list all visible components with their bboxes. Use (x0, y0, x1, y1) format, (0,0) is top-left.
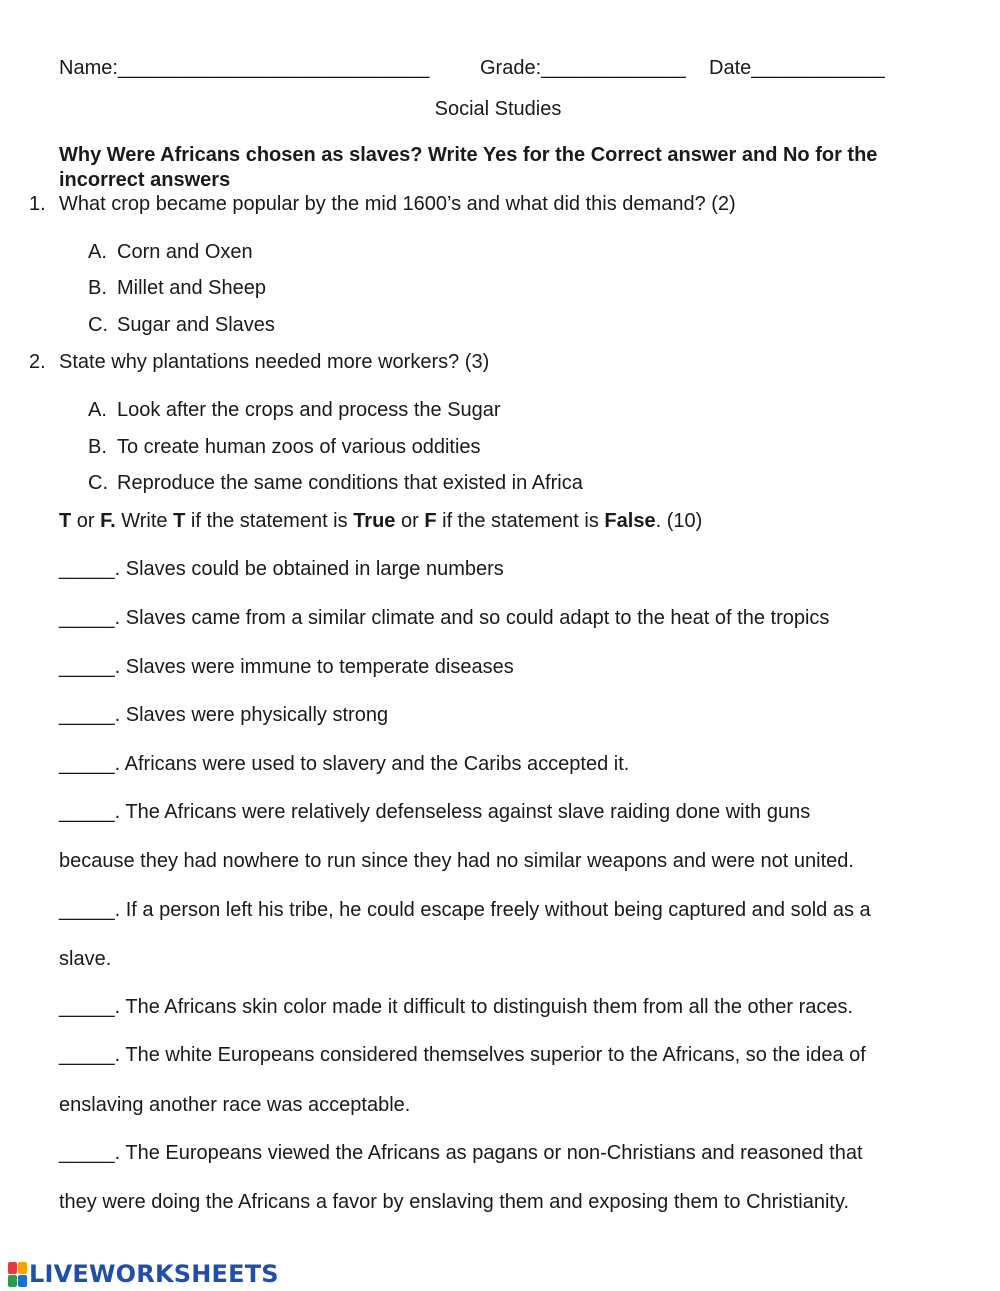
statement-6 (59, 800, 810, 824)
name-label: Name: (59, 57, 118, 79)
option-2b[interactable] (88, 435, 481, 459)
logo-square-green (8, 1275, 17, 1287)
option-1a[interactable] (88, 240, 253, 264)
logo-mark-icon (8, 1262, 27, 1287)
grade-field (480, 56, 686, 80)
logo-text: LIVEWORKSHEETS (29, 1260, 279, 1288)
statement-10 (59, 1141, 863, 1165)
answer-blank[interactable]: _____ (59, 704, 115, 726)
question-text: State why plantations needed more workers? (3) (59, 351, 490, 373)
statement-8 (59, 995, 853, 1019)
question-number: 1. (29, 193, 46, 215)
question-1 (29, 192, 736, 216)
tf-if1: if the statement is (185, 510, 354, 532)
statement-7-continued: slave. (59, 948, 112, 970)
tf-t: T (59, 510, 72, 532)
statement-text: . Slaves were physically strong (114, 704, 389, 726)
grade-label: Grade: (480, 57, 542, 79)
answer-blank[interactable]: _____ (59, 558, 115, 580)
option-text: Corn and Oxen (117, 241, 253, 263)
statement-text: . The Africans were relatively defenseless against slave raiding done with guns (114, 801, 811, 823)
tf-f: F. (100, 510, 116, 532)
option-letter: A. (88, 399, 107, 421)
option-text: Millet and Sheep (117, 277, 266, 299)
statement-text: . Africans were used to slavery and the Caribs accepted it. (114, 753, 630, 775)
statement-text: . The Europeans viewed the Africans as pagans or non-Christians and reasoned that (114, 1142, 863, 1164)
tf-or2: or (395, 510, 425, 532)
option-letter: B. (88, 436, 107, 458)
option-1c[interactable] (88, 313, 275, 337)
statement-6-continued: because they had nowhere to run since they had no similar weapons and were not united. (59, 850, 854, 872)
statement-10-continued: they were doing the Africans a favor by enslaving them and exposing them to Christianity. (59, 1191, 850, 1213)
question-2 (29, 350, 489, 374)
option-letter: A. (88, 241, 107, 263)
tf-points: . (10) (655, 510, 703, 532)
statement-text: . If a person left his tribe, he could escape freely without being captured and sold as a (114, 899, 871, 921)
statement-text: . The Africans skin color made it difficult to distinguish them from all the other races. (114, 996, 854, 1018)
tf-if2: if the statement is (436, 510, 605, 532)
name-blank[interactable]: ____________________________ (117, 57, 430, 79)
answer-blank[interactable]: _____ (59, 899, 115, 921)
option-2c[interactable] (88, 471, 583, 495)
tf-false-word: False (604, 510, 656, 532)
statement-text: . Slaves could be obtained in large numbers (114, 558, 504, 580)
tf-t2: T (173, 510, 186, 532)
logo-square-yellow (18, 1262, 27, 1274)
liveworksheets-logo[interactable] (8, 1258, 279, 1290)
statement-4 (59, 703, 388, 727)
option-letter: B. (88, 277, 107, 299)
option-2a[interactable] (88, 398, 501, 422)
tf-write: Write (115, 510, 174, 532)
option-text: Look after the crops and process the Sugar (117, 399, 501, 421)
tf-f2: F (424, 510, 437, 532)
subject-title: Social Studies (434, 98, 562, 120)
name-field (59, 56, 429, 80)
logo-square-red (8, 1262, 17, 1274)
tf-or: or (71, 510, 101, 532)
question-number: 2. (29, 351, 46, 373)
statement-text: . The white Europeans considered themselves superior to the Africans, so the idea of (114, 1044, 866, 1066)
statement-9 (59, 1043, 866, 1067)
statement-text: . Slaves were immune to temperate diseases (114, 656, 514, 678)
option-text: Reproduce the same conditions that existed in Africa (117, 472, 583, 494)
option-letter: C. (88, 314, 108, 336)
tf-true-word: True (353, 510, 396, 532)
answer-blank[interactable]: _____ (59, 801, 115, 823)
option-1b[interactable] (88, 276, 266, 300)
grade-blank[interactable]: _____________ (541, 57, 686, 79)
statement-2 (59, 606, 829, 630)
statement-3 (59, 655, 514, 679)
logo-square-blue (18, 1275, 27, 1287)
statement-1 (59, 557, 504, 581)
date-field (709, 56, 885, 80)
statement-7 (59, 898, 871, 922)
statement-5 (59, 752, 629, 776)
answer-blank[interactable]: _____ (59, 1044, 115, 1066)
date-blank[interactable]: ____________ (751, 57, 885, 79)
option-letter: C. (88, 472, 108, 494)
answer-blank[interactable]: _____ (59, 656, 115, 678)
statement-9-continued: enslaving another race was acceptable. (59, 1094, 411, 1116)
option-text: To create human zoos of various oddities (117, 436, 481, 458)
answer-blank[interactable]: _____ (59, 996, 115, 1018)
tf-instruction (59, 509, 702, 533)
date-label: Date (709, 57, 752, 79)
answer-blank[interactable]: _____ (59, 1142, 115, 1164)
question-text: What crop became popular by the mid 1600’s and what did this demand? (2) (59, 193, 736, 215)
statement-text: . Slaves came from a similar climate and so could adapt to the heat of the tropics (114, 607, 830, 629)
instruction-line-1: Why Were Africans chosen as slaves? Write Yes for the Correct answer and No for the (59, 144, 878, 166)
option-text: Sugar and Slaves (117, 314, 275, 336)
answer-blank[interactable]: _____ (59, 753, 115, 775)
instruction-line-2: incorrect answers (59, 169, 231, 191)
answer-blank[interactable]: _____ (59, 607, 115, 629)
